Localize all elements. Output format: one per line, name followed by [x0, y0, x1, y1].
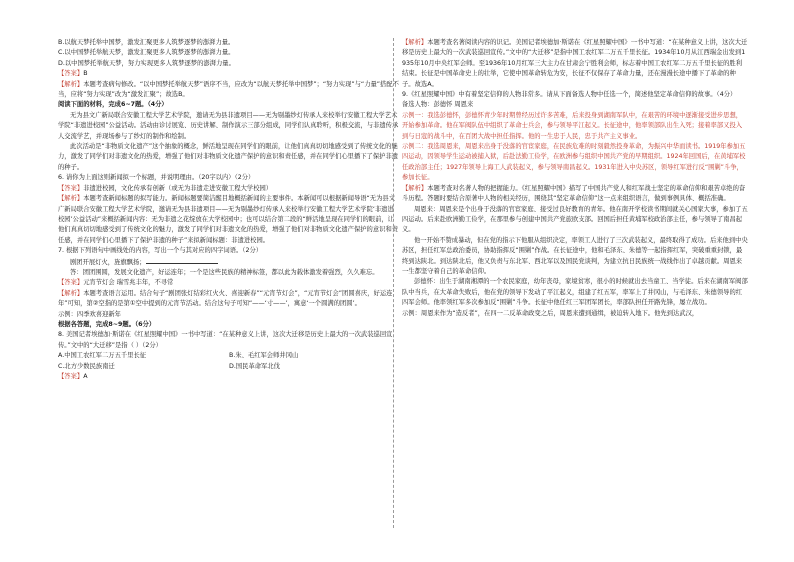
paragraph-l15 [58, 278, 400, 288]
paragraph-l19 [58, 330, 400, 351]
paragraph-l1 [58, 38, 400, 48]
answer-tag: 【答案】 [58, 279, 84, 287]
paragraph-r10 [402, 309, 748, 319]
paragraph-l20 [58, 351, 400, 361]
paragraph-text: A [83, 373, 88, 380]
answer-tag: 【答案】 [58, 70, 84, 78]
paragraph-r7 [402, 205, 748, 236]
paragraph-text: 本题考查对名著人物的把握能力。《红星照耀中国》描写了中国共产党人和红军战士坚定的革命信仰和艰苦卓绝的奋斗历程。答题时要结合原著中人物的相关经历，围绕其“坚定革命信仰”这一点来组织语言，做到事例具体、概括准确。 [402, 184, 746, 203]
answer-tag: 【解析】 [58, 289, 84, 297]
paragraph-l12 [58, 246, 400, 256]
paragraph-text: B.以航天梦托举中国梦，激发汇聚更多人筑梦逐梦的澎湃力量。 [58, 39, 235, 46]
answer-tag: 【解析】 [402, 39, 428, 46]
paragraph-l7 [58, 111, 400, 142]
paragraph-l11 [58, 194, 400, 246]
paragraph-text: 剧团开展灯火，旌旗飘扬； [70, 258, 146, 266]
paragraph-l18 [58, 320, 400, 330]
paragraph-r2 [402, 90, 748, 100]
paragraph-l2 [58, 48, 400, 58]
option-l20-0: A.中国工农红军二万五千里长征 [58, 352, 147, 360]
paragraph-l8 [58, 142, 400, 173]
left-column [58, 38, 400, 382]
paragraph-r6 [402, 184, 748, 205]
paragraph-text: 阅读下面的材料，完成6~7题。（4分） [58, 101, 168, 109]
paragraph-text: 示例：周恩来作为“造反者”，在四一二反革命政变之后，周恩来遭到通缉，被迫转入地下。他先到达武汉， [402, 309, 699, 317]
answer-tag: 【解析】 [58, 195, 84, 203]
paragraph-text: 8. 美国记者埃德加·斯诺在《红星照耀中国》一书中写道：“在某种意义上讲，这次大迁移是历史上最大的一次武装巡回宣传。”文中的“大迁移”是指（ ）（2分） [58, 331, 393, 349]
answer-tag: 【答案】 [58, 184, 84, 192]
paragraph-text: 9.《红星照耀中国》中有着坚定信仰的人物非常多。请从下面备选人物中任选一个，简述他坚定革命信仰的故事。（4分） [402, 91, 737, 99]
paragraph-l16 [58, 289, 400, 310]
paragraph-l22 [58, 372, 400, 382]
paragraph-text: 此次活动是“非物质文化遗产”这个抽象的概念，鲜活地呈现在同学们的眼前，让他们真真切切地感受到了传统文化的魅力，激发了同学们对非遗文化的热爱，增强了他们对非物质文化遗产保护的意识和责任感，并在同学们心里播下了保护非遗的种子。 [58, 143, 399, 171]
paragraph-r4 [402, 111, 748, 142]
paragraph-text: 非遗进校园，文化传承有创新（或无为非遗走进安徽工程大学校园） [83, 184, 273, 192]
paragraph-l21 [58, 362, 400, 372]
paragraph-r9 [402, 277, 748, 308]
paragraph-text: 本题考查语言运用。结合句子“剧团张灯结彩红火火、喜迎新春”“元宵节灯会”，“元宵节灯会”团圆喜庆，好运连年”可知，第②空指的是第①空中提到的元宵节活动。结合这句子可知“——‘寸——’，寓意‘一个圆满的团圆’。 [58, 289, 393, 308]
paragraph-text: C.以中国梦托举航天梦，激发汇聚更多人筑梦逐梦的澎湃力量。 [58, 49, 235, 57]
paragraph-text: 示例二：我选周恩来，周恩来出身于没落的官宦家庭，在民族危难的时刻毅然投身革命，为振兴中华而读书。1919年参加五四运动，因领导学生运动被捕入狱，后赴法勤工俭学，在欧洲参与组织中国共产党的早期组织。1924年回国后，在黄埔军校任政治部主任；1927年领导上海工人武装起义，参与领导南昌起义。1931年进入中央苏区，领导红军进行反“围剿”斗争，参加长征。 [402, 143, 746, 182]
paragraph-text: 本题考查新闻标题的拟写能力。新闻标题要简洁醒目地概括新闻的主要事件。本新闻可以根据新闻导语“无为县文广新局联合安徽工程大学艺术学院，邀请无为县非遗项目——无为剔墨纱灯传承人来校举行安徽工程大学艺术学院‘非遗进校园’公益活动”来概括新闻内容：无为非遗之花绽放在大学校园中；也可以结合第二段的“鲜活地呈现在同学们的眼前，让他们真真切切地感受到了传统文化的魅力，激发了同学们对非遗文化的热爱，增强了他们对非物质文化遗产保护的意识和责任感，并在同学们心里播下了保护非遗的种子”来拟新闻标题：非遗进校园。 [58, 195, 399, 244]
paragraph-text: 根据各答题，完成8~9题。（6分） [58, 320, 156, 328]
answer-tag: 【解析】 [58, 80, 84, 88]
paragraph-l5 [58, 80, 400, 101]
option-l21-0: C.北方少数民族南迁 [58, 362, 115, 370]
paragraph-text: 本题考查病句修改。“以中国梦托举航天梦”语序不当，应改为“以航天梦托举中国梦”；“努力实现”与“力量”搭配不当，应将“努力实现”改为“激发汇聚”；故选B。 [58, 80, 399, 99]
paragraph-l4 [58, 69, 400, 79]
answer-tag: 【解析】 [402, 184, 428, 192]
paragraph-text: 元宵节灯会 瑞雪兆丰年，不寻常 [83, 279, 174, 287]
paragraph-l13 [58, 257, 400, 268]
paragraph-text: 本题考查名著阅读内容的识记。美国记者埃德加·斯诺在《红星照耀中国》一书中写道：“在某种意义上讲，这次大迁移是历史上最大的一次武装巡回宣传。”文中的“大迁移”是指中国工农红军二万五千里长征。1934年10月从江西瑞金出发到1935年10月中央红军会师。至1936年10月红军三大主力在甘肃会宁胜利会师，标志着中国工农红军二万五千里长征的胜利结束。长征是中国革命史上的壮举，它使中国革命转危为安，长征不仅保存了革命力量，还在漫漫长途中播下了革命的种子。故选A。 [402, 39, 748, 88]
paragraph-text: 备选人物：彭德怀 周恩来 [402, 101, 474, 109]
option-l20-1: B.朱、毛红军会师井冈山 [229, 352, 299, 360]
paragraph-text: B [83, 70, 88, 78]
paragraph-r8 [402, 236, 748, 278]
paragraph-text: 无为县文广新局联合安徽工程大学艺术学院，邀请无为县非遗项目——无为剔墨纱灯传承人来校举行安徽工程大学艺术学院“非遗进校园”公益活动。活动由诊讨展览、历史讲解、制作演示三部分组成，同学们认真聆听，积极交流，与非遗传承人交流学艺，并现场参与了纱灯的制作和绘制。 [58, 111, 399, 140]
paragraph-text: 示例一：我选彭德怀，彭德怀青少年时期曾经历过许多苦难，后来投身到湖南军队中，在艰苦的环境中逐渐接受进步思想，开始参加革命。他在军阀队伍中组织了革命士兵会，参与领导平江起义。长征途中，他率领部队出生入死；接着率部又投入到与日寇的战斗中，在百团大战中担任指挥。他的一生忠于人民，忠于共产主义事业。 [402, 111, 743, 140]
paragraph-text: 6. 请你为上面这则新闻拟一个标题，并说明理由。（20字以内）（2分） [58, 174, 255, 182]
paragraph-r1 [402, 38, 748, 90]
answer-blank [146, 257, 218, 264]
paragraph-text: 7. 根据下列语句中画线处的内容，写出一个与其对应的四字词语。（2分） [58, 247, 263, 255]
paragraph-l6 [58, 100, 400, 110]
paragraph-text: 彭德怀：出生于湖南湘潭的一个农民家庭，幼年丧母，家境贫寒，很小的时候就出去当童工、当学徒。后来在湖南军阀部队中当兵，在大革命失败后，他在党的领导下发动了平江起义，组建了红五军，率军上了井冈山，与毛泽东、朱德领导的红四军会师。他率领红军多次参加反“围剿”斗争。长征中他任红三军团军团长，率部队担任开路先锋，屡立战功。 [402, 278, 748, 307]
right-column [402, 38, 748, 319]
paragraph-text: D.以中国梦托举航天梦，努力实现更多人筑梦逐梦的澎湃力量。 [58, 59, 235, 67]
answer-tag: 【答案】 [58, 373, 84, 380]
paragraph-text: 答：团团围圆，发展文化遗产，好运连年；一个是这些民族的精神标签，都以此为载体激发着强烈，久久难忘。 [70, 268, 379, 276]
column-divider [393, 38, 394, 528]
paragraph-r3 [402, 100, 748, 110]
paragraph-l17 [58, 310, 400, 320]
paragraph-l14 [58, 268, 400, 278]
paragraph-text: 示例：四季欢喜迎新年 [58, 310, 121, 318]
option-l21-1: D.国民革命军北伐 [229, 362, 280, 370]
paragraph-l3 [58, 59, 400, 69]
paragraph-text: 他一开始不赞成暴动，但在党的指示下他服从组织决定，率领工人进行了三次武装起义，最终取得了成功。后来他到中央苏区，担任红军总政治委员，协助指挥反“围剿”作战。在长征途中，他和毛泽东、朱德等一起指挥红军，突破重重封锁，最终到达陕北。到达陕北后，他又负责与东北军、西北军以及国民党谈判，为建立抗日民族统一战线作出了卓越贡献。周恩来一生都坚守着自己的革命信仰。 [402, 236, 748, 275]
paragraph-l9 [58, 173, 400, 183]
paragraph-r5 [402, 142, 748, 184]
paragraph-l10 [58, 184, 400, 194]
paragraph-text: 周恩来：周恩来是个出身于没落的官宦家庭、接受过良好教育的青年。他在南开学校读书期间就关心国家大事，参加了五四运动。后来赴欧洲勤工俭学，在那里参与创建中国共产党旅欧支部。回国后担任黄埔军校政治部主任，参与领导了南昌起义。 [402, 205, 748, 234]
